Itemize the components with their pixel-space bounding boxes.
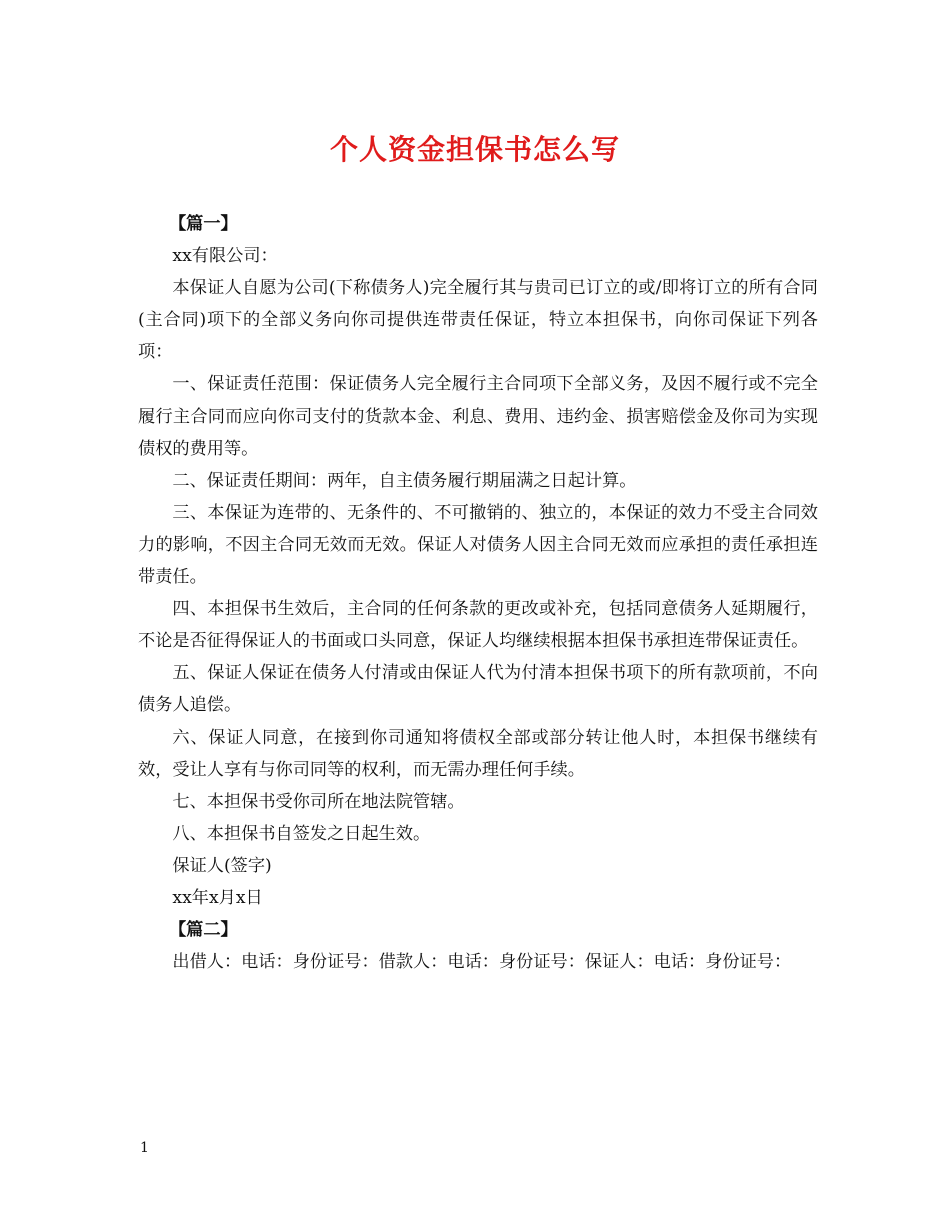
section-heading: 【篇一】 xyxy=(168,214,238,234)
clause-6: 六、保证人同意，在接到你司通知将债权全部或部分转让他人时，本担保书继续有效，受让人享有与你司同等的权利，而无需办理任何手续。 xyxy=(138,727,818,780)
clause-8: 八、本担保书自签发之日起生效。 xyxy=(172,823,431,844)
section-heading: 【篇二】 xyxy=(168,920,238,941)
addressee-line: xx有限公司： xyxy=(172,246,278,267)
intro-paragraph: 本保证人自愿为公司(下称债务人)完全履行其与贵司已订立的或/即将订立的所有合同(主合同)项下的全部义务向你司提供连带责任保证，特立本担保书，向你司保证下列各项： xyxy=(138,278,818,363)
document-body xyxy=(138,208,818,978)
guarantor-signature-line: 保证人(签字) xyxy=(172,855,272,876)
parties-paragraph: 出借人：电话：身份证号：借款人：电话：身份证号：保证人：电话：身份证号： xyxy=(172,952,792,973)
clause-7: 七、本担保书受你司所在地法院管辖。 xyxy=(172,791,465,812)
clause-3: 三、本保证为连带的、无条件的、不可撤销的、独立的，本保证的效力不受主合同效力的影响，不因主合同无效而无效。保证人对债务人因主合同无效而应承担的责任承担连带责任。 xyxy=(138,502,818,588)
date-line: xx年x月x日 xyxy=(172,887,263,908)
document-title: 个人资金担保书怎么写 xyxy=(329,133,620,166)
clause-5: 五、保证人保证在债务人付清或由保证人代为付清本担保书项下的所有款项前，不向债务人追偿。 xyxy=(138,663,818,716)
clause-2: 二、保证责任期间：两年，自主债务履行期届满之日起计算。 xyxy=(172,470,637,491)
clause-1: 一、保证责任范围：保证债务人完全履行主合同项下全部义务，及因不履行或不完全履行主合同而应向你司支付的货款本金、利息、费用、违约金、损害赔偿金及你司为实现债权的费用等。 xyxy=(138,374,818,459)
clause-4: 四、本担保书生效后，主合同的任何条款的更改或补充，包括同意债务人延期履行，不论是否征得保证人的书面或口头同意，保证人均继续根据本担保书承担连带保证责任。 xyxy=(138,599,818,652)
page-number: 1 xyxy=(140,1140,149,1156)
